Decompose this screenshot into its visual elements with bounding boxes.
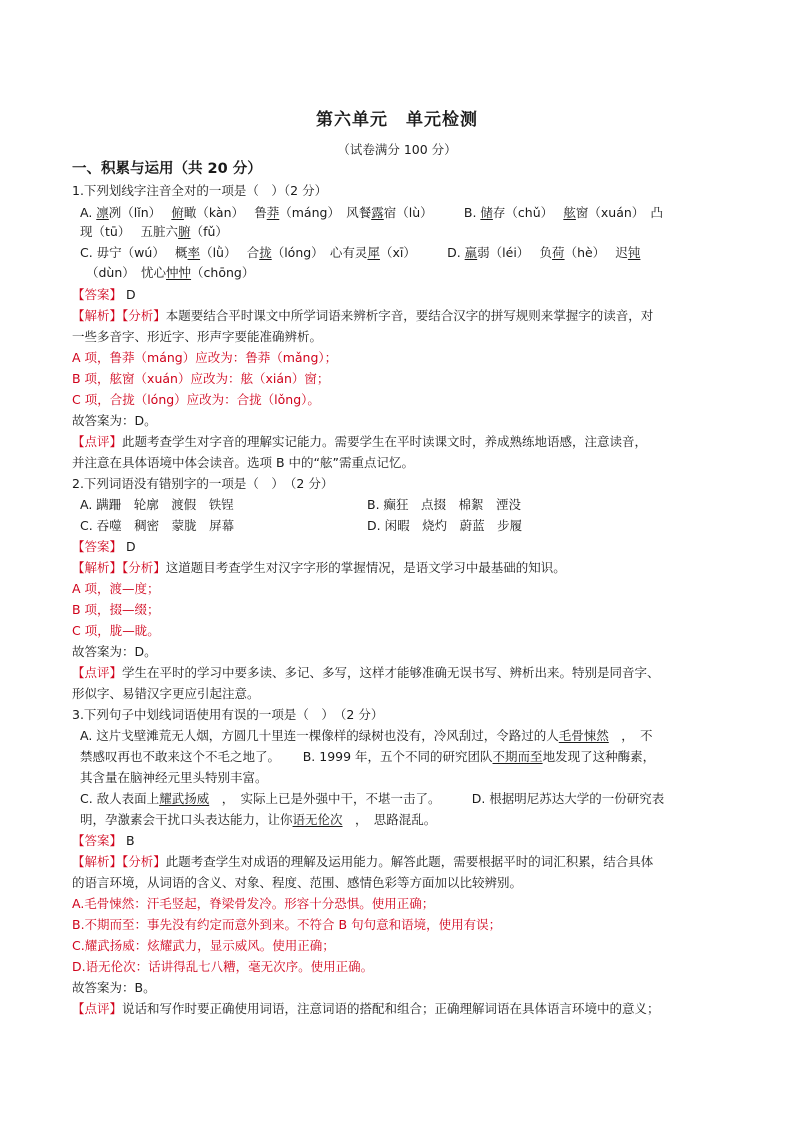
page-subtitle: （试卷满分 100 分）: [337, 142, 457, 157]
q2-reason-a: A 项，渡—度；: [72, 581, 160, 596]
q3-reason-c: C.耀武扬威：炫耀武力，显示威风。使用正确；: [72, 938, 335, 953]
q1-options-line4: （dùn） 忧心忡忡（chōng）: [86, 265, 255, 280]
q3-option-a-line1: A. 这片戈壁滩荒无人烟，方圆几十里连一棵像样的绿树也没有，冷风刮过，令路过的人毛骨悚然 ， 不: [80, 728, 653, 743]
q3-analysis-line1: 【解析】【分析】此题考查学生对成语的理解及运用能力。解答此题，需要根据平时的词汇积累，结合具体: [72, 854, 654, 869]
q1-comment-line1: 【点评】此题考查学生对字音的理解实记能力。需要学生在平时读课文时，养成熟练地语感，注意读音，: [72, 434, 648, 449]
q1-comment-line2: 并注意在具体语境中体会读音。选项 B 中的“舷”需重点记忆。: [72, 455, 414, 470]
q2-stem: 2.下列词语没有错别字的一项是（ ） （2 分）: [72, 476, 334, 491]
q3-conclusion: 故答案为：B。: [72, 980, 156, 995]
q2-option-d: D. 闲暇 烧灼 蔚蓝 步履: [367, 518, 523, 533]
q2-conclusion: 故答案为：D。: [72, 644, 157, 659]
q2-option-b: B. 癫狂 点掇 棉絮 湮没: [367, 497, 522, 512]
section-heading: 一、积累与运用（共 20 分）: [72, 161, 262, 177]
q1-options-line3: C. 毋宁（wú） 概率（lǜ） 合拢（lóng） 心有灵犀（xī） D. 羸弱（léi） 负荷（hè） 迟钝: [80, 245, 641, 260]
q1-analysis-line2: 一些多音字、形近字、形声字要能准确辨析。: [72, 329, 323, 344]
q1-conclusion: 故答案为：D。: [72, 413, 157, 428]
q3-option-a-line2: 禁感叹再也不敢来这个不毛之地了。 B. 1999 年，五个不同的研究团队不期而至地发现了这种酶素，: [80, 749, 656, 764]
q3-stem: 3.下列句子中划线词语使用有误的一项是（ ） （2 分）: [72, 707, 384, 722]
q3-analysis-line2: 的语言环境，从词语的含义、对象、程度、范围、感情色彩等方面加以比较辨别。: [72, 875, 523, 890]
q2-option-c: C. 吞噬 稠密 蒙胧 屏幕: [80, 518, 235, 533]
q2-comment-line2: 形似字、易错汉字更应引起注意。: [72, 686, 260, 701]
q1-reason-a: A 项，鲁莽（máng）应改为：鲁莽（mǎng）；: [72, 350, 338, 365]
q3-reason-d: D.语无伦次：话讲得乱七八糟，毫无次序。使用正确。: [72, 959, 374, 974]
q2-comment-line1: 【点评】学生在平时的学习中要多读、多记、多写，这样才能够准确无误书写、辨析出来。特别是同音字、: [72, 665, 660, 680]
q3-reason-a: A.毛骨悚然：汗毛竖起，脊梁骨发冷。形容十分恐惧。使用正确；: [72, 896, 435, 911]
q3-option-c-line1: C. 敌人表面上耀武扬威 ， 实际上已是外强中干，不堪一击了。 D. 根据明尼苏达大学的一份研究表: [80, 791, 665, 806]
q2-analysis: 【解析】【分析】这道题目考查学生对汉字字形的掌握情况，是语文学习中最基础的知识。: [72, 560, 566, 575]
q3-option-b-line3: 其含量在脑神经元里头特别丰富。: [80, 770, 268, 785]
q1-options-line2: 现（tū） 五脏六腑（fǔ）: [80, 224, 228, 239]
page-title: 第六单元 单元检测: [316, 110, 478, 130]
q3-option-d-line2: 明，孕激素会干扰口头表达能力，让你语无伦次 ， 思路混乱。: [80, 812, 437, 827]
q3-answer: 【答案】 B: [72, 833, 135, 848]
q2-reason-b: B 项，掇—缀；: [72, 602, 160, 617]
q1-analysis-line1: 【解析】【分析】本题要结合平时课文中所学词语来辨析字音，要结合汉字的拼写规则来掌握字的读音，对: [72, 308, 654, 323]
q1-reason-b: B 项，舷窗（xuán）应改为：舷（xián）窗；: [72, 371, 330, 386]
q1-answer: 【答案】 D: [72, 287, 136, 302]
q2-reason-c: C 项，胧—眬。: [72, 623, 160, 638]
q1-reason-c: C 项，合拢（lóng）应改为：合拢（lǒng）。: [72, 392, 320, 407]
q3-comment-line1: 【点评】说话和写作时要正确使用词语，注意词语的搭配和组合；正确理解词语在具体语言环境中的意义；: [72, 1001, 660, 1016]
q2-option-a: A. 蹒跚 轮廓 渡假 铁锃: [80, 497, 234, 512]
q3-reason-b: B.不期而至：事先没有约定而意外到来。不符合 B 句句意和语境，使用有误；: [72, 917, 502, 932]
q1-stem: 1.下列划线字注音全对的一项是（ ）（2 分）: [72, 183, 328, 198]
q1-options-line1: A. 凛冽（lǐn） 俯瞰（kàn） 鲁莽（máng） 风餐露宿（lù） B. 储存（chǔ） 舷窗（xuán） 凸: [80, 205, 664, 220]
q2-answer: 【答案】 D: [72, 539, 136, 554]
